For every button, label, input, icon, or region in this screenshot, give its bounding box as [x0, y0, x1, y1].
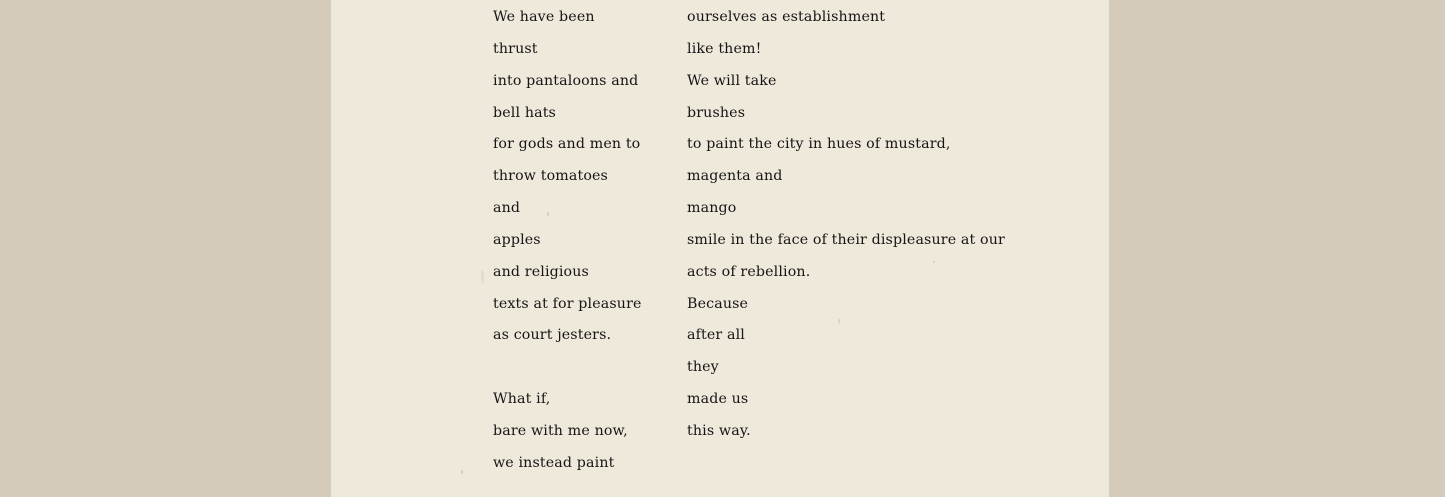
- poem-line: into pantaloons and: [493, 72, 639, 89]
- paper-speck: [461, 470, 463, 474]
- poem-line: and religious: [493, 263, 589, 280]
- poem-line: We will take: [687, 72, 777, 89]
- poem-line: We have been: [493, 9, 595, 25]
- poem-left-column: [493, 0, 642, 478]
- poem-line: we instead paint: [493, 454, 615, 471]
- poem-line: magenta and: [687, 168, 783, 185]
- poem-line: bare with me now,: [493, 422, 628, 439]
- poem-line: brushes: [687, 104, 746, 121]
- poem-line: like them!: [687, 40, 762, 57]
- poem-line: they: [687, 359, 719, 376]
- poem-line: What if,: [493, 391, 551, 408]
- poem-line: and: [493, 200, 521, 217]
- poem-line: mango: [687, 200, 737, 217]
- poem-line: Because: [687, 295, 749, 312]
- paper-page: [331, 0, 1109, 497]
- poem-line: bell hats: [493, 104, 556, 121]
- poem-line: texts at for pleasure: [493, 295, 642, 312]
- poem-right-column: [687, 0, 1005, 446]
- paper-speck: [481, 270, 484, 284]
- poem-line: to paint the city in hues of mustard,: [687, 136, 951, 153]
- poem-line: apples: [493, 231, 541, 248]
- poem-line: as court jesters.: [493, 327, 612, 344]
- poem-line: acts of rebellion.: [687, 263, 811, 280]
- poem-line: this way.: [687, 422, 751, 439]
- poem-line: smile in the face of their displeasure at our: [687, 231, 1005, 248]
- poem-line: thrust: [493, 40, 538, 57]
- poem-line: throw tomatoes: [493, 168, 608, 185]
- poem-line: made us: [687, 391, 749, 408]
- poem-line: ourselves as establishment: [687, 9, 886, 25]
- poem-line: after all: [687, 327, 745, 344]
- poem-line: for gods and men to: [493, 136, 641, 153]
- poem-line: [493, 350, 642, 382]
